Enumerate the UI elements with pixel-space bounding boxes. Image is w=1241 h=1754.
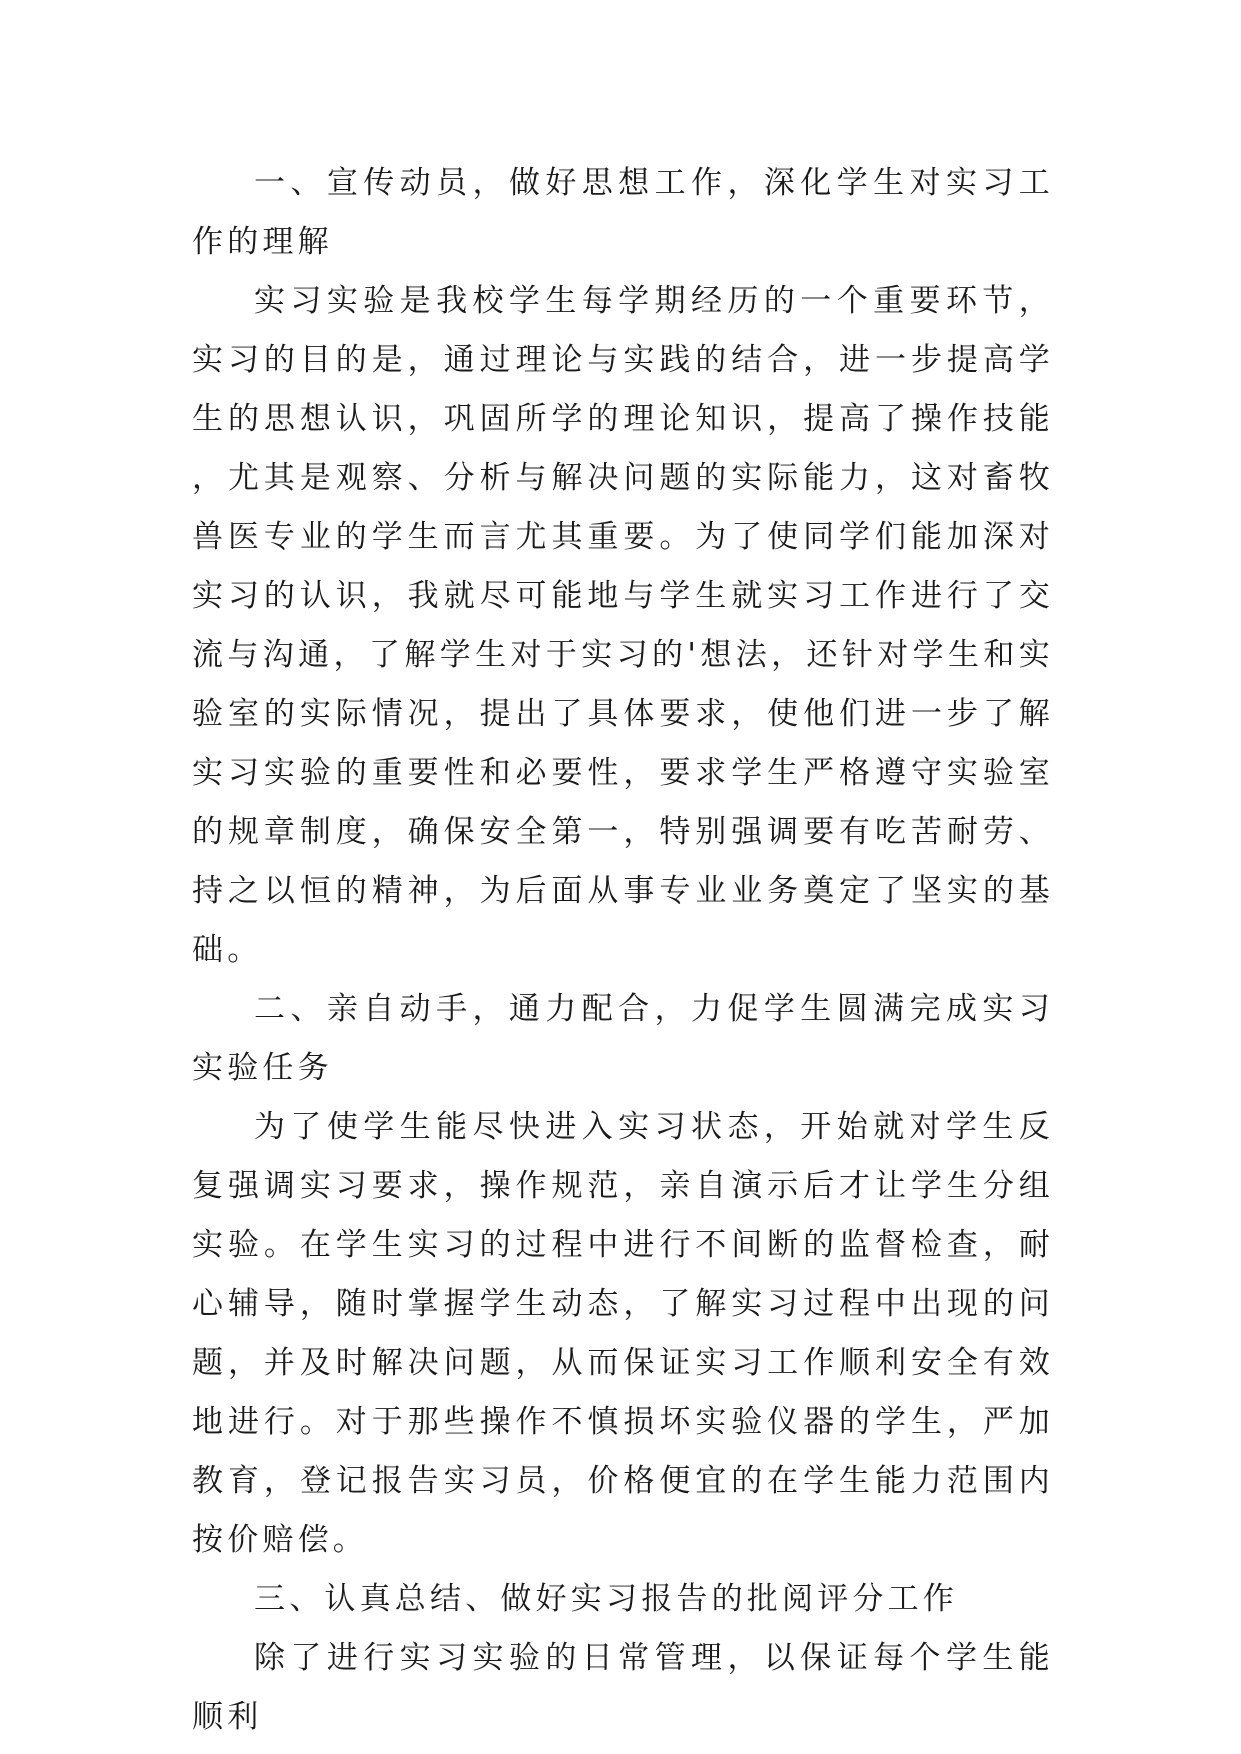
document-body: [192, 154, 1054, 1747]
section-heading-2: 二、亲自动手，通力配合，力促学生圆满完成实习实验任务: [192, 991, 1054, 1086]
section-heading-3: 三、认真总结、做好实习报告的批阅评分工作: [254, 1581, 958, 1617]
body-paragraph-3: 除了进行实习实验的日常管理，以保证每个学生能顺利: [192, 1640, 1054, 1735]
section-heading-1: 一、宣传动员，做好思想工作，深化学生对实习工作的理解: [192, 165, 1054, 260]
body-paragraph-2: 为了使学生能尽快进入实习状态，开始就对学生反复强调实习要求，操作规范，亲自演示后才让学生分组实验。在学生实习的过程中进行不间断的监督检查，耐心辅导，随时掌握学生动态，了解实习过程中出现的问题，并及时解决问题，从而保证实习工作顺利安全有效地进行。对于那些操作不慎损坏实验仪器的学生，严加教育，登记报告实习员，价格便宜的在学生能力范围内按价赔偿。: [192, 1109, 1054, 1558]
body-paragraph-1: 实习实验是我校学生每学期经历的一个重要环节，实习的目的是，通过理论与实践的结合，进一步提高学生的思想认识，巩固所学的理论知识，提高了操作技能，尤其是观察、分析与解决问题的实际能力，这对畜牧兽医专业的学生而言尤其重要。为了使同学们能加深对实习的认识，我就尽可能地与学生就实习工作进行了交流与沟通，了解学生对于实习的'想法，还针对学生和实验室的实际情况，提出了具体要求，使他们进一步了解实习实验的重要性和必要性，要求学生严格遵守实验室的规章制度，确保安全第一，特别强调要有吃苦耐劳、持之以恒的精神，为后面从事专业业务奠定了坚实的基础。: [192, 283, 1054, 968]
